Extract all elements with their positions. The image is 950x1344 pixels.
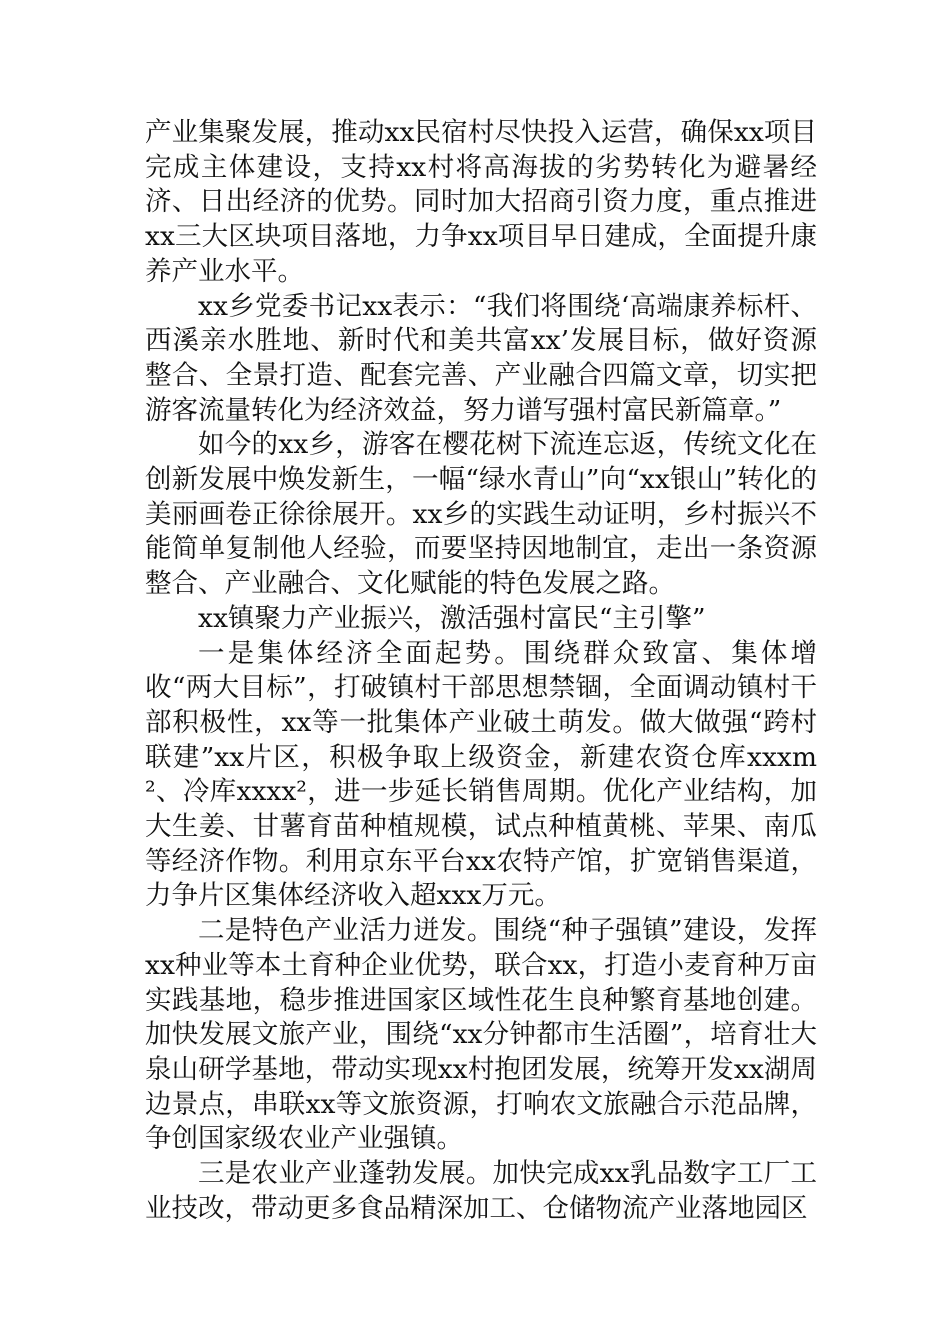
section-heading: xx镇聚力产业振兴，激活强村富民“主引擎” — [198, 602, 706, 634]
document-body — [145, 116, 817, 1227]
paragraph-collective-economy: 一是集体经济全面起势。围绕群众致富、集体增收“两大目标”，打破镇村干部思想禁锢，全面调动镇村干部积极性，xx等一批集体产业破土萌发。做大做强“跨村联建”xx片区，积极争取上级资金，新建农资仓库xxxm²、冷库xxxx²，进一步延长销售周期。优化产业结构，加大生姜、甘薯育苗种植规模，试点种植黄桃、苹果、南瓜等经济作物。利用京东平台xx农特产馆，扩宽销售渠道，力争片区集体经济收入超xxx万元。 — [145, 637, 817, 912]
paragraph-today-summary: 如今的xx乡，游客在樱花树下流连忘返，传统文化在创新发展中焕发新生，一幅“绿水青山”向“xx银山”转化的美丽画卷正徐徐展开。xx乡的实践生动证明，乡村振兴不能简单复制他人经验，而要坚持因地制宜，走出一条资源整合、产业融合、文化赋能的特色发展之路。 — [145, 429, 817, 600]
paragraph-party-secretary-quote: xx乡党委书记xx表示：“我们将围绕‘高端康养标杆、西溪亲水胜地、新时代和美共富xx’发展目标，做好资源整合、全景打造、配套完善、产业融合四篇文章，切实把游客流量转化为经济效益，努力谱写强村富民新篇章。” — [145, 290, 817, 426]
paragraph-continued: 产业集聚发展，推动xx民宿村尽快投入运营，确保xx项目完成主体建设，支持xx村将高海拔的劣势转化为避暑经济、日出经济的优势。同时加大招商引资力度，重点推进xx三大区块项目落地，力争xx项目早日建成，全面提升康养产业水平。 — [145, 117, 817, 287]
paragraph-agricultural-industry: 三是农业产业蓬勃发展。加快完成xx乳品数字工厂工业技改，带动更多食品精深加工、仓储物流产业落地园区 — [145, 1158, 817, 1224]
paragraph-characteristic-industry: 二是特色产业活力迸发。围绕“种子强镇”建设，发挥xx种业等本土育种企业优势，联合xx，打造小麦育种万亩实践基地，稳步推进国家区域性花生良种繁育基地创建。加快发展文旅产业，围绕“xx分钟都市生活圈”，培育壮大泉山研学基地，带动实现xx村抱团发展，统筹开发xx湖周边景点，串联xx等文旅资源，打响农文旅融合示范品牌，争创国家级农业产业强镇。 — [145, 915, 817, 1155]
